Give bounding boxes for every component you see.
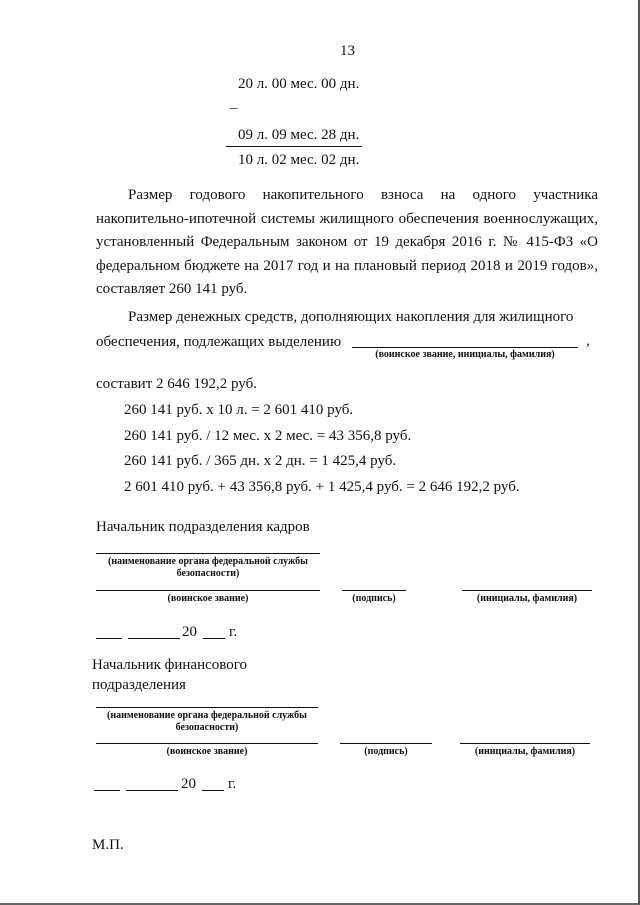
formula-4: 2 601 410 руб. + 43 356,8 руб. + 1 425,4 руб. = 2 646 192,2 руб. [124,479,520,495]
fill-line-rank-name [352,347,578,348]
formula-1: 260 141 руб. х 10 л. = 2 601 410 руб. [124,402,354,418]
sig1-date-year-prefix: 20 [182,624,197,640]
sig1-caption-initials: (инициалы, фамилия) [476,593,578,604]
sig1-line-rank [96,590,320,591]
sig2-date-month-line [126,790,178,791]
paragraph-additional-funds [96,306,598,330]
paragraph-1-text: Размер годового накопительного взноса на одного участника накопительно-ипотечной системы жилищного обеспечения военнослужащих, установленный Федеральным законом от 19 декабря 2016 г. № 415-ФЗ «О федеральном бюджете на 2017 год и на плановый период 2018 и 2019 годов», составляет 260 141 руб. [96,187,598,297]
sig2-date-day-line [94,790,120,791]
formula-2: 260 141 руб. / 12 мес. х 2 мес. = 43 356,8 руб. [124,428,412,444]
sig2-caption-sign: (подпись) [364,746,408,757]
formula-3: 260 141 руб. / 365 дн. х 2 дн. = 1 425,4 руб. [124,453,397,469]
sig2-line-sign [340,743,432,744]
sig2-date-year-prefix: 20 [181,776,196,792]
minus-sign: – [230,100,238,116]
sig1-date-year-suffix: г. [229,624,238,640]
page-number: 13 [340,43,355,59]
sig2-line-rank [96,743,318,744]
signer-1-title: Начальник подразделения кадров [96,519,310,535]
sig2-line-initials [460,743,590,744]
sig1-date-year-line [203,638,225,639]
sig1-date-day-line [96,638,122,639]
sig2-caption-rank: (воинское звание) [166,746,248,757]
sig1-caption-rank: (воинское звание) [167,593,249,604]
sig1-line-organ [96,553,320,554]
caption-rank-initials: (воинское звание, инициалы, фамилия) [375,349,555,360]
paragraph-annual-contribution [96,184,598,302]
sig2-date-year-line [202,790,224,791]
total-amount-line: составит 2 646 192,2 руб. [96,376,257,392]
sig2-date-year-suffix: г. [228,776,237,792]
comma: , [586,333,590,349]
sig1-caption-organ: (наименование органа федеральной службы безопасности) [108,556,308,579]
sig1-line-initials [462,590,592,591]
paragraph-2-text: Размер денежных средств, дополняющих накопления для жилищного [128,309,574,325]
sig1-date-month-line [128,638,180,639]
subtraction-line [226,146,362,147]
duration-total: 20 л. 00 мес. 00 дн. [238,76,360,92]
sig2-caption-initials: (инициалы, фамилия) [474,746,576,757]
signer-2-title-line2: подразделения [92,677,186,693]
seal-place: М.П. [92,837,124,853]
sig2-line-organ [96,707,318,708]
sig2-caption-organ: (наименование органа федеральной службы безопасности) [107,710,307,733]
sig1-line-sign [342,590,406,591]
duration-served: 09 л. 09 мес. 28 дн. [238,127,360,143]
duration-result: 10 л. 02 мес. 02 дн. [238,152,360,168]
signer-2-title-line1: Начальник финансового [92,657,248,673]
paragraph-2-line2: обеспечения, подлежащих выделению [96,334,342,350]
sig1-caption-sign: (подпись) [352,593,396,604]
